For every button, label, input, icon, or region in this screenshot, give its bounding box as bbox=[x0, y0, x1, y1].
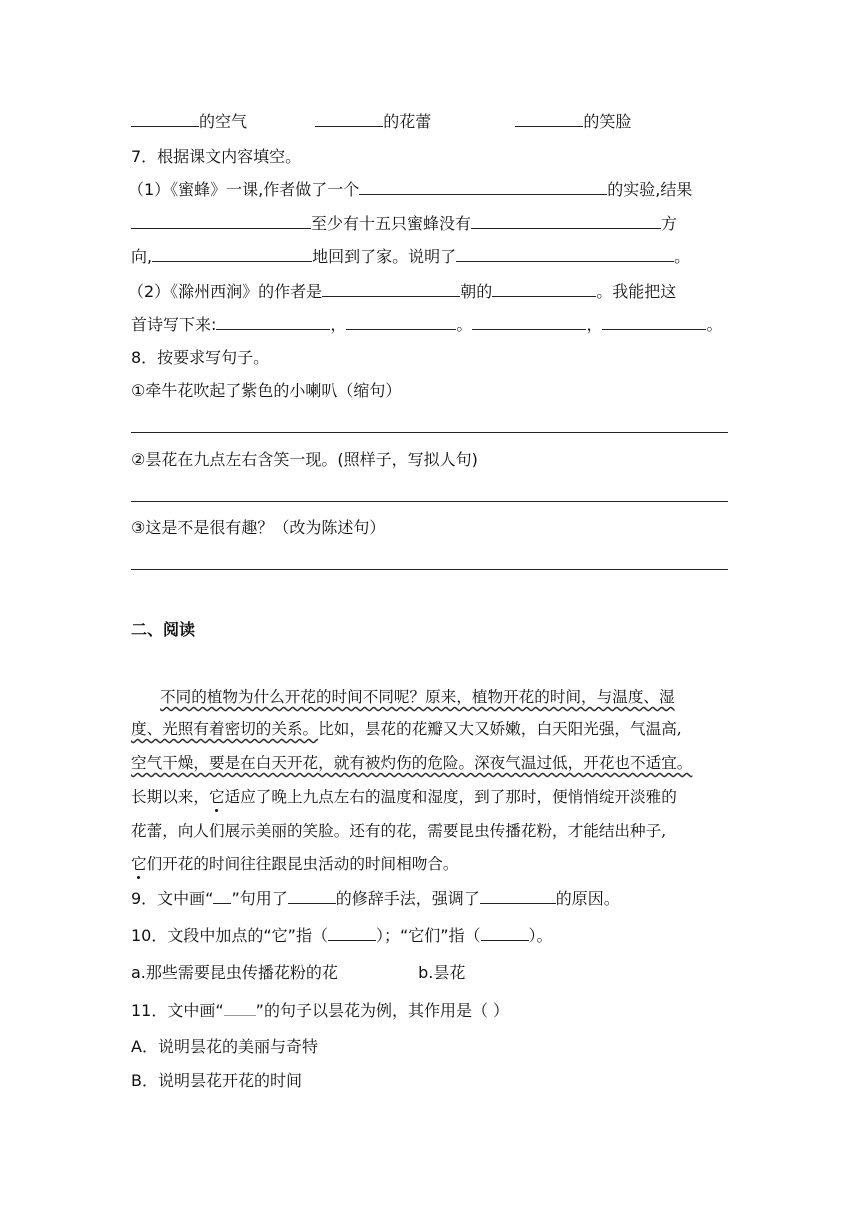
answer-blank[interactable] bbox=[481, 925, 529, 941]
q7-p2-line2 bbox=[131, 314, 722, 336]
answer-blank[interactable] bbox=[515, 111, 583, 127]
q11-option-A[interactable]: A．说明昙花的美丽与奇特 bbox=[131, 1037, 318, 1056]
answer-blank[interactable] bbox=[602, 314, 706, 330]
option-b[interactable]: b.昙花 bbox=[418, 963, 466, 982]
passage-text: 长期以来， bbox=[131, 788, 209, 806]
answer-blank[interactable] bbox=[315, 111, 383, 127]
question-text: 方 bbox=[661, 214, 678, 233]
question-text: 的实验,结果 bbox=[607, 180, 693, 199]
question-text: （2）《滁州西涧》的作者是 bbox=[128, 282, 323, 301]
fill-text: 的花蕾 bbox=[383, 112, 432, 131]
section-heading: 二、阅读 bbox=[131, 620, 196, 639]
passage-line-5 bbox=[131, 820, 666, 842]
answer-blank[interactable] bbox=[152, 246, 312, 262]
answer-blank[interactable] bbox=[328, 925, 376, 941]
passage-text: 适应了晚上九点左右的温度和湿度，到了那时，便悄悄绽开淡雅的 bbox=[224, 788, 677, 806]
passage-line-6 bbox=[131, 853, 459, 875]
punct: 。 bbox=[456, 315, 473, 334]
answer-blank[interactable] bbox=[288, 888, 336, 904]
answer-blank[interactable] bbox=[322, 281, 460, 297]
question-text: 的修辞手法，强调了 bbox=[335, 889, 480, 908]
answer-blank[interactable] bbox=[472, 314, 586, 330]
passage-text: 们开花的时间往往跟昆虫活动的时间相吻合。 bbox=[146, 855, 459, 873]
answer-blank[interactable] bbox=[456, 246, 674, 262]
question-text: 11．文中画“ bbox=[131, 1001, 224, 1020]
q7-p1-line2 bbox=[131, 213, 677, 235]
question-text: ”的句子以昙花为例，其作用是（ ） bbox=[255, 1001, 510, 1020]
answer-blank[interactable] bbox=[224, 1003, 256, 1016]
question-text: ）。 bbox=[528, 926, 553, 945]
question-text: 的原因。 bbox=[555, 889, 620, 908]
answer-blank[interactable] bbox=[359, 179, 607, 195]
q11 bbox=[131, 1000, 509, 1022]
q9 bbox=[131, 888, 620, 910]
passage-line-3 bbox=[131, 752, 692, 774]
question-text: ）；“它们”指（ bbox=[375, 926, 481, 945]
wavy-underlined-text: 度、光照有着密切的关系。 bbox=[131, 720, 319, 738]
fill-text: 的笑脸 bbox=[583, 112, 632, 131]
answer-blank[interactable] bbox=[131, 111, 199, 127]
q10-options bbox=[131, 962, 465, 984]
answer-blank[interactable] bbox=[346, 314, 456, 330]
question-text: 至少有十五只蜜蜂没有 bbox=[311, 214, 472, 233]
q6-fill-row bbox=[131, 111, 631, 133]
question-text: （1）《蜜蜂》一课,作者做了一个 bbox=[128, 180, 360, 199]
answer-blank[interactable] bbox=[492, 281, 596, 297]
answer-line[interactable] bbox=[131, 432, 728, 433]
wavy-underlined-text: 不同的植物为什么开花的时间不同呢？原来，植物开花的时间，与温度、湿 bbox=[160, 688, 675, 706]
q8-title: 8．按要求写句子。 bbox=[131, 348, 270, 367]
question-text: 9．文中画“ bbox=[131, 889, 214, 908]
question-text: 向, bbox=[131, 247, 153, 266]
q8-sentence-3: ③这是不是很有趣？（改为陈述句） bbox=[131, 518, 386, 537]
q7-p1-line1 bbox=[128, 179, 692, 201]
passage-text: 比如，昙花的花瓣又大又娇嫩，白天阳光强，气温高, bbox=[318, 720, 682, 738]
question-text: ”句用了 bbox=[231, 889, 288, 908]
q10 bbox=[131, 925, 553, 947]
dotted-word: 它 bbox=[131, 855, 147, 873]
q7-p1-line3 bbox=[131, 246, 690, 268]
punct: 。 bbox=[706, 315, 723, 334]
passage-line-4 bbox=[131, 786, 677, 808]
question-text: 10．文段中加点的“它”指（ bbox=[131, 926, 328, 945]
q8-sentence-2: ②昙花在九点左右含笑一现。(照样子，写拟人句) bbox=[131, 450, 478, 469]
answer-blank[interactable] bbox=[216, 314, 330, 330]
question-text: 地回到了家。说明了 bbox=[312, 247, 457, 266]
answer-line[interactable] bbox=[131, 569, 728, 570]
answer-blank[interactable] bbox=[480, 888, 556, 904]
passage-line-1 bbox=[160, 686, 675, 708]
q11-option-B[interactable]: B．说明昙花开花的时间 bbox=[131, 1071, 302, 1090]
passage-text: 花蕾，向人们展示美丽的笑脸。还有的花，需要昆虫传播花粉，才能结出种子, bbox=[131, 822, 667, 840]
punct: ， bbox=[330, 315, 347, 334]
answer-blank[interactable] bbox=[213, 891, 231, 904]
punct: ， bbox=[586, 315, 603, 334]
question-text: 。 bbox=[674, 247, 691, 266]
question-text: 首诗写下来: bbox=[131, 315, 217, 334]
q8-sentence-1: ①牵牛花吹起了紫色的小喇叭（缩句） bbox=[131, 381, 402, 400]
answer-blank[interactable] bbox=[131, 213, 311, 229]
answer-blank[interactable] bbox=[471, 213, 661, 229]
dotted-word: 它 bbox=[208, 788, 225, 806]
answer-line[interactable] bbox=[131, 501, 728, 502]
q7-title: 7．根据课文内容填空。 bbox=[131, 147, 302, 166]
passage-line-2 bbox=[131, 718, 682, 740]
question-text: 朝的 bbox=[460, 282, 493, 301]
option-a[interactable]: a.那些需要昆虫传播花粉的花 bbox=[131, 963, 338, 982]
wavy-underlined-text: 空气干燥，要是在白天开花，就有被灼伤的危险。深夜气温过低，开花也不适宜。 bbox=[131, 754, 693, 772]
q7-p2-line1 bbox=[128, 281, 676, 303]
question-text: 。我能把这 bbox=[596, 282, 677, 301]
fill-text: 的空气 bbox=[199, 112, 248, 131]
